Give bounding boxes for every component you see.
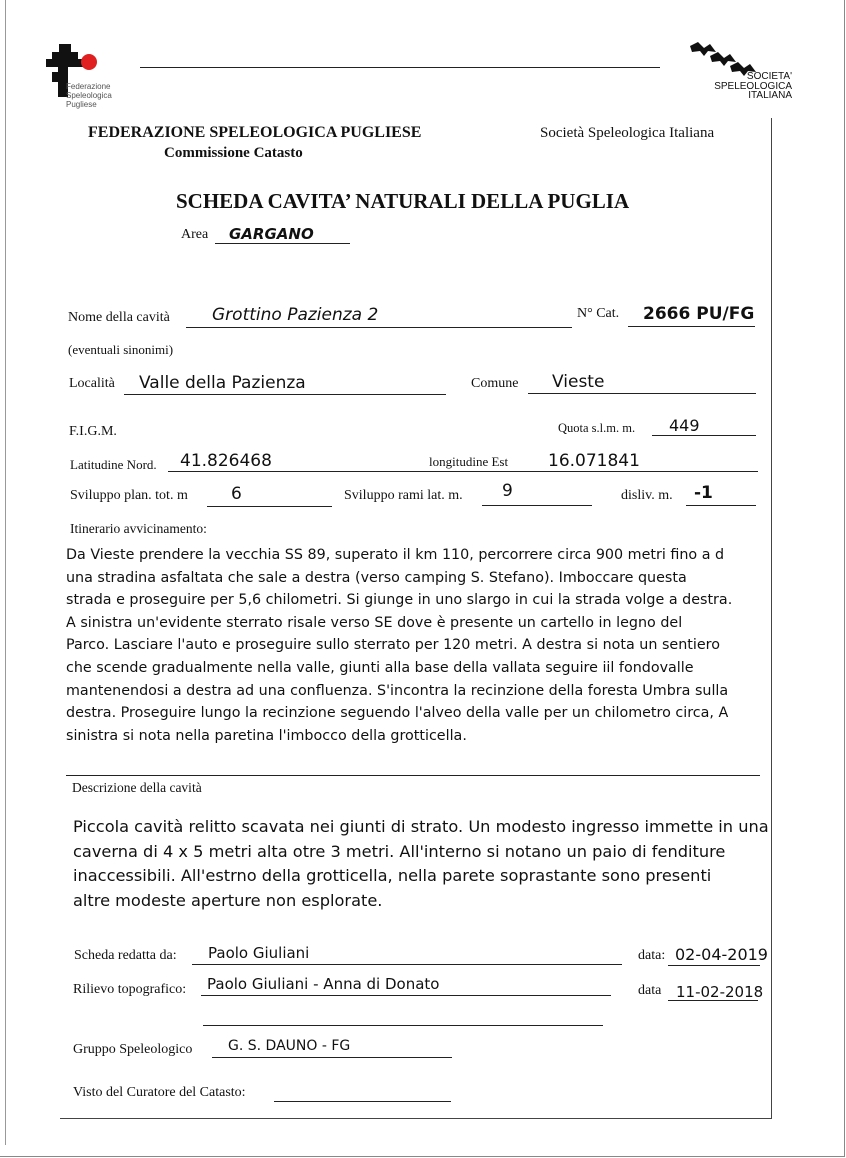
logo-text-line: ITALIANA [748, 90, 792, 101]
visto-label: Visto del Curatore del Catasto: [73, 1085, 246, 1100]
lat-label: Latitudine Nord. [70, 457, 157, 472]
nome-value: Grottino Pazienza 2 [212, 305, 379, 325]
rami-underline [482, 505, 592, 506]
sinonimi-label: (eventuali sinonimi) [68, 342, 174, 357]
ncat-underline [628, 326, 755, 327]
nome-label: Nome della cavità [68, 310, 170, 325]
data1-underline [668, 965, 760, 966]
ncat-value: 2666 PU/FG [643, 304, 755, 324]
data2-value: 11-02-2018 [676, 983, 764, 1001]
lon-label: longitudine Est [429, 454, 509, 469]
quota-underline [652, 435, 756, 436]
commission-name: Commissione Catasto [164, 145, 303, 161]
logo-text-line: Speleologica [66, 91, 112, 100]
itinerario-label: Itinerario avvicinamento: [70, 521, 207, 536]
itinerario-line: A sinistra un'evidente sterrato risale verso SE dove è presente un cartello in legno del [66, 614, 683, 631]
quota-label: Quota s.l.m. m. [558, 421, 636, 435]
data2-label: data [638, 983, 662, 998]
itinerario-line: destra. Proseguire lungo la recinzione seguendo l'alveo della valle per un chilometro circa, A [66, 705, 729, 722]
itinerario-line: Parco. Lasciare l'auto e proseguire sullo sterrato per 120 metri. A destra si nota un sentiero [66, 637, 720, 654]
gruppo-label: Gruppo Speleologico [73, 1042, 193, 1057]
fsp-logo-text [66, 82, 112, 109]
blank-line [203, 1025, 603, 1026]
lat-value: 41.826468 [180, 451, 272, 471]
area-label: Area [181, 227, 209, 242]
rilievo-label: Rilievo topografico: [73, 982, 187, 997]
gruppo-value: G. S. DAUNO - FG [228, 1038, 351, 1054]
itinerario-line: Da Vieste prendere la vecchia SS 89, superato il km 110, percorrere circa 900 metri fino a d [66, 547, 725, 563]
descrizione-line: caverna di 4 x 5 metri alta otre 3 metri. All'interno si notano un paio di fenditure [73, 841, 726, 861]
figm-label: F.I.G.M. [69, 424, 117, 439]
gruppo-underline [212, 1057, 452, 1058]
descrizione-line: Piccola cavità relitto scavata nei giunti di strato. Un modesto ingresso immette in una [73, 817, 769, 836]
section-divider [66, 775, 760, 776]
area-underline [215, 243, 350, 244]
svil-label: Sviluppo plan. tot. m [70, 488, 188, 503]
area-value: GARGANO [229, 225, 314, 243]
disliv-value: -1 [694, 483, 713, 503]
ncat-label: N° Cat. [577, 306, 620, 321]
localita-underline [124, 394, 446, 395]
itinerario-line: che scende gradualmente nella valle, giunti alla base della vallata seguire iil fondovalle [66, 659, 694, 676]
rilievo-underline [201, 995, 611, 996]
itinerario-line: sinistra si nota nella paretina l'imbocco della grotticella. [66, 727, 467, 744]
redatta-underline [192, 964, 622, 965]
itinerario-line: una stradina asfaltata che sale a destra (verso camping S. Stefano). Imboccare questa [66, 569, 687, 586]
svil-value: 6 [231, 484, 242, 504]
logo-text-line: Federazione [66, 82, 111, 91]
content-right-border [771, 118, 772, 1118]
quota-value: 449 [669, 416, 700, 435]
svil-underline [207, 506, 332, 507]
comune-value: Vieste [552, 372, 605, 392]
data1-value: 02-04-2019 [675, 945, 768, 964]
nome-underline [186, 327, 572, 328]
localita-value: Valle della Pazienza [139, 373, 306, 393]
disliv-label: disliv. m. [621, 488, 673, 503]
descrizione-text [73, 815, 769, 913]
page-title: SCHEDA CAVITA’ NATURALI DELLA PUGLIA [176, 189, 630, 213]
page-left-border [5, 0, 6, 1145]
ssi-logo-text [700, 72, 792, 101]
logo-text-line: SPELEOLOGICA [714, 80, 792, 92]
logo-text-line: Pugliese [66, 100, 97, 109]
itinerario-line: strada e proseguire per 5,6 chilometri. Si giunge in uno slargo in cui la strada volge a destra. [66, 592, 733, 609]
lon-value: 16.071841 [548, 451, 640, 471]
itinerario-text [66, 544, 732, 747]
descrizione-line: altre modeste aperture non esplorate. [73, 890, 383, 910]
logo-text-line: SOCIETA' [746, 71, 792, 82]
descrizione-line: inaccessibili. All'estrno della grotticella, nella parete soprastante sono presenti [73, 866, 712, 886]
federation-name: FEDERAZIONE SPELEOLOGICA PUGLIESE [88, 124, 422, 141]
redatta-value: Paolo Giuliani [208, 944, 310, 962]
rami-value: 9 [502, 481, 513, 501]
descrizione-label: Descrizione della cavità [72, 780, 202, 795]
society-name: Società Speleologica Italiana [540, 125, 715, 141]
latlon-underline [168, 471, 758, 472]
comune-label: Comune [471, 376, 519, 391]
data-label: data: [638, 948, 666, 963]
header-rule [140, 67, 660, 68]
itinerario-line: mantenendosi a destra ad una confluenza. S'incontra la recinzione della foresta Umbra sulla [66, 682, 729, 699]
content-bottom-border [60, 1118, 772, 1119]
redatta-label: Scheda redatta da: [74, 948, 177, 963]
disliv-underline [686, 505, 756, 506]
data2-underline [668, 1000, 758, 1001]
rami-label: Sviluppo rami lat. m. [344, 488, 463, 503]
visto-underline [274, 1101, 451, 1102]
comune-underline [528, 393, 756, 394]
localita-label: Località [69, 376, 115, 391]
rilievo-value: Paolo Giuliani - Anna di Donato [207, 975, 440, 993]
